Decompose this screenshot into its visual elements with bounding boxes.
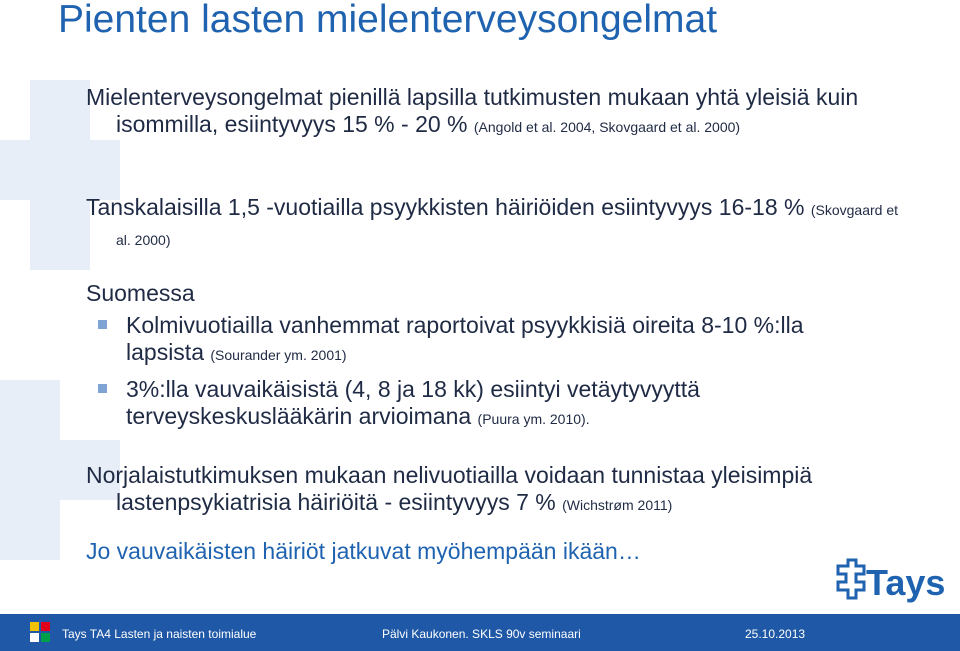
sub-bullet-three-year-olds (126, 312, 886, 369)
paragraph-text: Mielenterveysongelmat pienillä lapsilla tutkimusten mukaan yhtä yleisiä kuin isommilla, esiintyvyys 15 % - 20 % (86, 84, 859, 137)
citation: (Skovgaard et al. 2000) (116, 202, 899, 248)
paragraph-text: Norjalaistutkimuksen mukaan nelivuotiailla voidaan tunnistaa yleisimpiä lastenpsykiatrisia häiriöitä - esiintyvyys 7 % (86, 462, 813, 515)
paragraph-prevalence (86, 84, 906, 141)
paragraph-text: Tanskalaisilla 1,5 -vuotiailla psyykkisten häiriöiden esiintyvyys 16-18 % (86, 194, 805, 220)
footer-date: 25.10.2013 (745, 627, 806, 641)
citation: (Angold et al. 2004, Skovgaard et al. 2000) (473, 119, 741, 135)
square-bullet-icon (98, 320, 107, 329)
citation: (Sourander ym. 2001) (210, 347, 347, 363)
paragraph-text: Jo vauvaikäisten häiriöt jatkuvat myöhempään ikään… (86, 538, 641, 564)
footer-author: Pälvi Kaukonen. SKLS 90v seminaari (382, 627, 581, 641)
citation: (Wichstrøm 2011) (562, 497, 673, 513)
paragraph-text: Suomessa (86, 280, 195, 306)
paragraph-continuation (86, 538, 641, 565)
sub-bullet-infants (126, 376, 886, 433)
organization-logo-icon (30, 622, 50, 642)
paragraph-finland (86, 280, 195, 307)
page-title: Pienten lasten mielenterveysongelmat (58, 0, 718, 41)
paragraph-danish (86, 194, 906, 254)
footer-department: Tays TA4 Lasten ja naisten toimialue (62, 627, 257, 641)
footer-bar (0, 612, 960, 651)
bullet-text: 3%:lla vauvaikäisistä (4, 8 ja 18 kk) esiintyi vetäytyvyyttä terveyskeskuslääkärin arvioimana (126, 376, 700, 429)
logo-text: Tays (866, 562, 946, 603)
citation: (Puura ym. 2010). (477, 411, 590, 427)
square-bullet-icon (98, 384, 107, 393)
bullet-text: Kolmivuotiailla vanhemmat raportoivat psyykkisiä oireita 8-10 %:lla lapsista (126, 312, 804, 365)
paragraph-norway (86, 462, 906, 519)
